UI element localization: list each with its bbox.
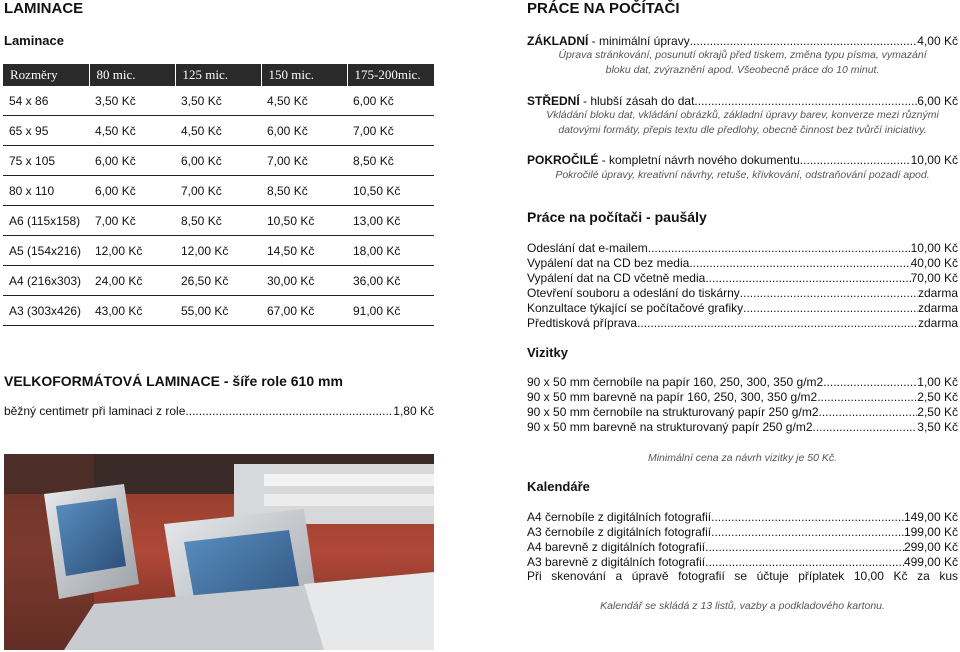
price-cell: 6,00 Kč	[89, 146, 175, 176]
service-price: 10,00 Kč	[910, 153, 958, 167]
calendars-title: Kalendáře	[527, 479, 590, 494]
price-row	[527, 419, 958, 434]
service-price: 6,00 Kč	[917, 94, 958, 108]
large-format-price-row	[4, 403, 434, 418]
price-cell: 36,00 Kč	[347, 266, 434, 296]
price-value: 3,50 Kč	[917, 420, 958, 434]
column-header: 175-200mic.	[347, 64, 434, 86]
table-row	[3, 206, 434, 236]
price-row	[527, 554, 958, 569]
price-cell: 26,50 Kč	[175, 266, 261, 296]
price-cell: 4,50 Kč	[175, 116, 261, 146]
table-row	[3, 146, 434, 176]
price-value: 70,00 Kč	[910, 271, 958, 285]
table-row	[3, 266, 434, 296]
price-cell: 7,00 Kč	[261, 146, 347, 176]
table-row	[3, 176, 434, 206]
price-cell: 18,00 Kč	[347, 236, 434, 266]
price-row	[527, 255, 958, 270]
price-cell: 6,00 Kč	[261, 116, 347, 146]
price-value: 149,00 Kč	[903, 510, 958, 524]
column-header: Rozměry	[3, 64, 89, 86]
price-cell: 8,50 Kč	[175, 206, 261, 236]
price-row	[527, 509, 958, 524]
price-cell: 43,00 Kč	[89, 296, 175, 326]
price-label: A4 černobíle z digitálních fotografií	[527, 510, 712, 524]
size-cell: A3 (303x426)	[3, 296, 89, 326]
section-title-computer-work: PRÁCE NA POČÍTAČI	[527, 0, 680, 17]
price-value: 10,00 Kč	[910, 241, 958, 255]
price-cell: 91,00 Kč	[347, 296, 434, 326]
page-title: LAMINACE	[4, 0, 84, 17]
price-cell: 7,00 Kč	[347, 116, 434, 146]
price-cell: 7,00 Kč	[175, 176, 261, 206]
price-label: A3 černobíle z digitálních fotografií	[527, 525, 712, 539]
large-format-title: VELKOFORMÁTOVÁ LAMINACE - šíře role 610 mm	[4, 373, 343, 389]
price-label: Odeslání dat e-mailem	[527, 241, 648, 255]
price-value: 299,00 Kč	[903, 540, 958, 554]
price-label: běžný centimetr při laminaci z role	[4, 404, 186, 418]
laminator-photo	[4, 454, 434, 650]
price-row	[527, 524, 958, 539]
price-label: Konzultace týkající se počítačové grafiky	[527, 301, 744, 315]
service-price: 4,00 Kč	[917, 34, 958, 48]
column-header: 150 mic.	[261, 64, 347, 86]
price-label: 90 x 50 mm barevně na strukturovaný papír 250 g/m2	[527, 420, 813, 434]
price-value: zdarma	[917, 286, 958, 300]
price-value: 2,50 Kč	[917, 390, 958, 404]
service-desc: - kompletní návrh nového dokumentu	[598, 153, 800, 167]
laminace-price-table	[3, 64, 434, 326]
service-name: ZÁKLADNÍ	[527, 34, 589, 48]
table-row	[3, 236, 434, 266]
price-row	[527, 240, 958, 255]
table-row	[3, 296, 434, 326]
price-value: 40,00 Kč	[910, 256, 958, 270]
calendar-surcharge: Při skenování a úpravě fotografií se účtuje příplatek 10,00 Kč za kus	[527, 569, 958, 583]
size-cell: A4 (216x303)	[3, 266, 89, 296]
service-advanced-note: Pokročilé úpravy, kreativní návrhy, retuše, křivkování, odstraňování pozadí apod.	[555, 169, 930, 181]
price-cell: 3,50 Kč	[89, 86, 175, 116]
table-header-row	[3, 64, 434, 86]
price-cell: 10,50 Kč	[347, 176, 434, 206]
price-cell: 6,00 Kč	[175, 146, 261, 176]
price-cell: 4,50 Kč	[89, 116, 175, 146]
price-row	[527, 374, 958, 389]
price-label: Vypálení dat na CD bez media	[527, 256, 690, 270]
price-label: 90 x 50 mm barevně na papír 160, 250, 300, 350 g/m2	[527, 390, 818, 404]
table-row	[3, 86, 434, 116]
section-title-laminace: Laminace	[4, 33, 64, 48]
price-cell: 7,00 Kč	[89, 206, 175, 236]
price-cell: 8,50 Kč	[347, 146, 434, 176]
service-advanced-row	[527, 152, 958, 167]
size-cell: A5 (154x216)	[3, 236, 89, 266]
price-row	[527, 389, 958, 404]
size-cell: 54 x 86	[3, 86, 89, 116]
price-label: A3 barevně z digitálních fotografií	[527, 555, 706, 569]
size-cell: 65 x 95	[3, 116, 89, 146]
size-cell: 75 x 105	[3, 146, 89, 176]
price-label: Vypálení dat na CD včetně media	[527, 271, 706, 285]
price-cell: 10,50 Kč	[261, 206, 347, 236]
price-cell: 24,00 Kč	[89, 266, 175, 296]
service-desc: - hlubší zásah do dat	[579, 94, 695, 108]
price-value: zdarma	[917, 301, 958, 315]
price-cell: 8,50 Kč	[261, 176, 347, 206]
service-desc: - minimální úpravy	[588, 34, 690, 48]
price-label: Předtisková příprava	[527, 316, 638, 330]
price-row	[527, 270, 958, 285]
price-row	[527, 539, 958, 554]
price-value: 499,00 Kč	[903, 555, 958, 569]
price-row	[527, 300, 958, 315]
price-cell: 13,00 Kč	[347, 206, 434, 236]
price-cell: 30,00 Kč	[261, 266, 347, 296]
column-header: 125 mic.	[175, 64, 261, 86]
table-row	[3, 116, 434, 146]
size-cell: 80 x 110	[3, 176, 89, 206]
business-cards-note: Minimální cena za návrh vizitky je 50 Kč.	[647, 452, 838, 464]
price-cell: 55,00 Kč	[175, 296, 261, 326]
price-value: 1,00 Kč	[917, 375, 958, 389]
price-cell: 4,50 Kč	[261, 86, 347, 116]
price-cell: 14,50 Kč	[261, 236, 347, 266]
price-cell: 6,00 Kč	[347, 86, 434, 116]
price-label: 90 x 50 mm černobíle na papír 160, 250, 300, 350 g/m2	[527, 375, 824, 389]
service-basic-note: Úprava stránkování, posunutí okrajů před tiskem, změna typu písma, vymazání bloku dat, zvýraznění apod. Všeobecně práce do 10 minut.	[558, 49, 927, 76]
price-cell: 3,50 Kč	[175, 86, 261, 116]
price-value: 2,50 Kč	[917, 405, 958, 419]
price-row	[527, 315, 958, 330]
service-medium-row	[527, 93, 958, 108]
price-cell: 12,00 Kč	[175, 236, 261, 266]
price-cell: 6,00 Kč	[89, 176, 175, 206]
price-label: A4 barevně z digitálních fotografií	[527, 540, 706, 554]
service-basic-row	[527, 33, 958, 48]
price-row	[527, 404, 958, 419]
price-value: 199,00 Kč	[903, 525, 958, 539]
price-row	[527, 285, 958, 300]
price-cell: 12,00 Kč	[89, 236, 175, 266]
price-value: zdarma	[917, 316, 958, 330]
business-cards-title: Vizitky	[527, 345, 568, 360]
price-label: Otevření souboru a odeslání do tiskárny	[527, 286, 740, 300]
service-name: STŘEDNÍ	[527, 94, 580, 108]
service-name: POKROČILÉ	[527, 153, 599, 167]
price-value: 1,80 Kč	[393, 404, 434, 418]
price-label: 90 x 50 mm černobíle na strukturovaný papír 250 g/m2	[527, 405, 819, 419]
size-cell: A6 (115x158)	[3, 206, 89, 236]
price-cell: 67,00 Kč	[261, 296, 347, 326]
service-medium-note: Vkládání bloku dat, vkládání obrázků, základní úpravy barev, konverze mezi různými datovými formáty, přepis textu dle předlohy, obecně činnost bez tvůrčí iniciativy.	[546, 109, 939, 136]
flat-fee-title: Práce na počítači - paušály	[527, 209, 707, 225]
calendar-note: Kalendář se skládá z 13 listů, vazby a podkladového kartonu.	[600, 600, 885, 612]
column-header: 80 mic.	[89, 64, 175, 86]
